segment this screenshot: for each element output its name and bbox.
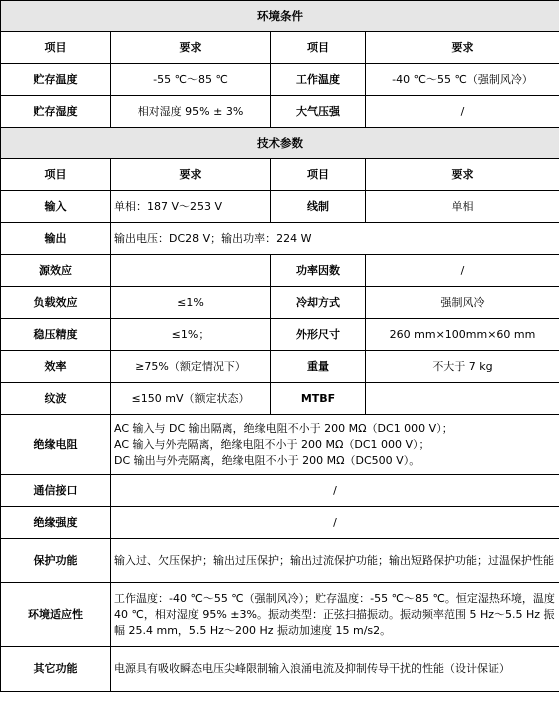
input-label: 输入 <box>1 191 111 223</box>
weight-label: 重量 <box>271 351 366 383</box>
power-factor-label: 功率因数 <box>271 255 366 287</box>
regulation-value: ≤1%； <box>111 319 271 351</box>
power-factor-value: / <box>366 255 559 287</box>
protection-value <box>111 539 559 583</box>
storage-temp-value: -55 ℃～85 ℃ <box>111 64 271 96</box>
storage-temp-label: 贮存温度 <box>1 64 111 96</box>
comm-interface-label: 通信接口 <box>1 475 111 507</box>
insulation-resistance-line: AC 输入与 DC 输出隔离，绝缘电阻不小于 200 MΩ（DC1 000 V）； <box>114 421 453 435</box>
wiring-label: 线制 <box>271 191 366 223</box>
insulation-resistance-label: 绝缘电阻 <box>1 415 111 475</box>
storage-humidity-label: 贮存湿度 <box>1 96 111 128</box>
section-title-technical: 技术参数 <box>1 128 559 159</box>
insulation-resistance-value <box>111 415 559 475</box>
mtbf-value <box>366 383 559 415</box>
section-title-environment: 环境条件 <box>1 1 559 32</box>
insulation-resistance-line: DC 输出与外壳隔离，绝缘电阻不小于 200 MΩ（DC500 V）。 <box>114 453 421 467</box>
efficiency-label: 效率 <box>1 351 111 383</box>
regulation-label: 稳压精度 <box>1 319 111 351</box>
dimensions-value: 260 mm×100mm×60 mm <box>366 319 559 351</box>
header-item: 项目 <box>1 32 111 64</box>
header-item: 项目 <box>271 32 366 64</box>
other-functions-value <box>111 647 559 692</box>
insulation-strength-label: 绝缘强度 <box>1 507 111 539</box>
output-label: 输出 <box>1 223 111 255</box>
insulation-resistance-line: AC 输入与外壳隔离，绝缘电阻不小于 200 MΩ（DC1 000 V）； <box>114 437 430 451</box>
cooling-label: 冷却方式 <box>271 287 366 319</box>
input-value: 单相：187 V～253 V <box>111 191 271 223</box>
weight-value: 不大于 7 kg <box>366 351 559 383</box>
pressure-value: / <box>366 96 559 128</box>
wiring-value: 单相 <box>366 191 559 223</box>
work-temp-value: -40 ℃～55 ℃（强制风冷） <box>366 64 559 96</box>
env-adaptability-text: 工作温度：-40 ℃～55 ℃（强制风冷）；贮存温度：-55 ℃～85 ℃。恒定湿热环境，温度 40 ℃，相对湿度 95% ±3%。振动类型：正弦扫描振动。振动频率范围 5 Hz～5.5 Hz 振幅 25.4 mm，5.5 Hz～200 Hz 振动加速度 15 m/s2。 <box>114 591 555 637</box>
ripple-label: 纹波 <box>1 383 111 415</box>
pressure-label: 大气压强 <box>271 96 366 128</box>
other-functions-label: 其它功能 <box>1 647 111 692</box>
env-adaptability-label: 环境适应性 <box>1 583 111 647</box>
header-item: 项目 <box>271 159 366 191</box>
source-effect-label: 源效应 <box>1 255 111 287</box>
work-temp-label: 工作温度 <box>271 64 366 96</box>
load-effect-label: 负载效应 <box>1 287 111 319</box>
load-effect-value: ≤1% <box>111 287 271 319</box>
header-item: 项目 <box>1 159 111 191</box>
output-value: 输出电压：DC28 V；输出功率：224 W <box>111 223 559 255</box>
ripple-value: ≤150 mV（额定状态） <box>111 383 271 415</box>
protection-label: 保护功能 <box>1 539 111 583</box>
insulation-strength-value: / <box>111 507 559 539</box>
cooling-value: 强制风冷 <box>366 287 559 319</box>
header-requirement: 要求 <box>366 32 559 64</box>
mtbf-label: MTBF <box>271 383 366 415</box>
protection-text: 输入过、欠压保护；输出过压保护；输出过流保护功能；输出短路保护功能；过温保护性能 <box>114 553 554 567</box>
header-requirement: 要求 <box>111 32 271 64</box>
other-functions-text: 电源具有吸收瞬态电压尖峰限制输入浪涌电流及抑制传导干扰的性能（设计保证） <box>114 662 510 675</box>
comm-interface-value: / <box>111 475 559 507</box>
header-requirement: 要求 <box>111 159 271 191</box>
dimensions-label: 外形尺寸 <box>271 319 366 351</box>
efficiency-value: ≥75%（额定情况下） <box>111 351 271 383</box>
env-adaptability-value <box>111 583 559 647</box>
storage-humidity-value: 相对湿度 95% ± 3% <box>111 96 271 128</box>
source-effect-value <box>111 255 271 287</box>
header-requirement: 要求 <box>366 159 559 191</box>
